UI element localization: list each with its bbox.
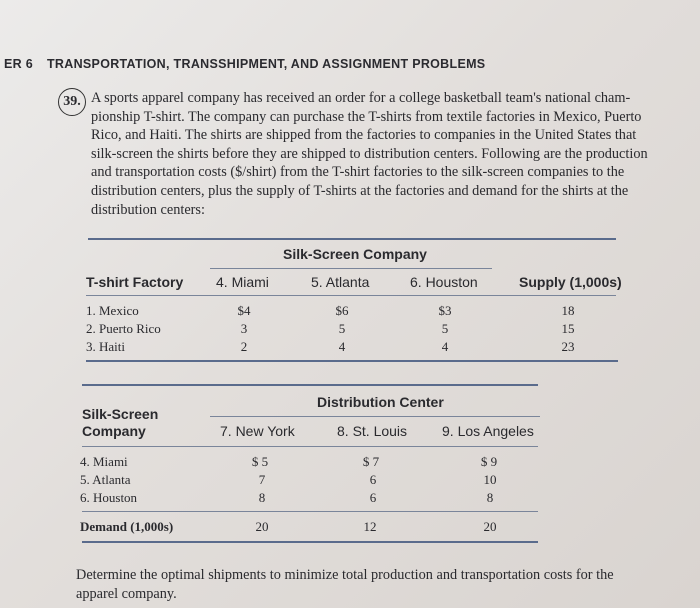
table1-cost-cell: $4 [237,303,251,318]
table2-cost-cell: 10 [483,472,497,487]
table1-cost-cell: $6 [335,303,349,318]
chapter-heading [4,57,485,71]
problem-number: 39. [58,88,86,116]
table1-header-rule [86,295,616,296]
table1-supply-cell: 18 [561,303,575,318]
table2-col-los-angeles: 9. Los Angeles [442,423,534,439]
table2-header-rule [82,446,538,447]
table2-cost-cell: 7 [258,472,266,487]
table2-cost-cell: 8 [258,490,266,505]
problem-line: Rico, and Haiti. The shirts are shipped from the factories to companies in the United States that [91,127,637,144]
chapter-title: TRANSPORTATION, TRANSSHIPMENT, AND ASSIGNMENT PROBLEMS [47,57,486,71]
table2-group-rule [210,416,540,417]
table2-demand-label: Demand (1,000s) [80,519,174,534]
table1-col-atlanta: 5. Atlanta [311,274,370,290]
table1-group-header: Silk-Screen Company [283,246,427,262]
table1-cost-cell: 5 [338,321,346,336]
table2-group-header: Distribution Center [317,394,444,410]
table1-row-header: T-shirt Factory [86,274,184,290]
table1-group-rule [210,268,492,269]
table2-row-name: 6. Houston [80,490,138,505]
problem-line: distribution centers: [91,201,205,218]
table2-cost-cell: $ 5 [251,454,269,469]
table1-cost-cell: 5 [441,321,449,336]
table1-row-name: 1. Mexico [86,303,139,318]
table2-cost-cell: $ 7 [362,454,380,469]
table1-cost-cell: 2 [240,339,248,354]
table2-row-header-line1: Silk-Screen [82,406,159,422]
table2-cost-cell: 6 [369,472,377,487]
problem-line: distribution centers, plus the supply of T-shirts at the factories and demand for the shirts at the [91,182,629,199]
table1-row-name: 3. Haiti [86,339,125,354]
question-line: apparel company. [76,585,177,602]
table2-col-st-louis: 8. St. Louis [337,423,408,439]
table2-demand-rule [82,511,538,512]
table1-supply-header: Supply (1,000s) [519,274,622,290]
table1-cost-cell: 4 [338,339,346,354]
chapter-number: ER 6 [4,57,33,71]
problem-line: A sports apparel company has received an order for a college basketball team's national cham- [91,90,631,106]
question-line: Determine the optimal shipments to minimize total production and transportation costs for the [76,567,614,583]
table2-cost-cell: 8 [486,490,494,505]
problem-statement [91,89,651,219]
table2-row-name: 5. Atlanta [80,472,131,487]
problem-question [76,566,676,603]
table1-cost-cell: 4 [441,339,449,354]
table2-demand-cell: 20 [255,519,269,534]
problem-line: silk-screen the shirts before they are shipped to distribution centers. Following are the production [91,145,648,162]
problem-line: and transportation costs ($/shirt) from the T-shirt factories to the silk-screen companies to the [91,164,625,181]
table1-bottom-rule [86,360,618,362]
table1-cost-cell: 3 [240,321,248,336]
table2-row-header-line2: Company [82,423,146,439]
table2-bottom-rule [82,541,538,543]
problem-line: pionship T-shirt. The company can purchase the T-shirts from textile factories in Mexico, Puerto [91,108,642,125]
table2-row-name: 4. Miami [80,454,128,469]
table1-cost-cell: $3 [438,303,452,318]
table2-col-new-york: 7. New York [220,423,295,439]
table1-row-name: 2. Puerto Rico [86,321,161,336]
table2-cost-cell: $ 9 [480,454,498,469]
table1-col-houston: 6. Houston [410,274,478,290]
table2-demand-cell: 20 [483,519,497,534]
table1-supply-cell: 15 [561,321,575,336]
table1-col-miami: 4. Miami [216,274,269,290]
table1-top-rule [88,238,616,240]
table2-cost-cell: 6 [369,490,377,505]
table2-top-rule [82,384,538,386]
table2-demand-cell: 12 [363,519,377,534]
table1-supply-cell: 23 [561,339,575,354]
